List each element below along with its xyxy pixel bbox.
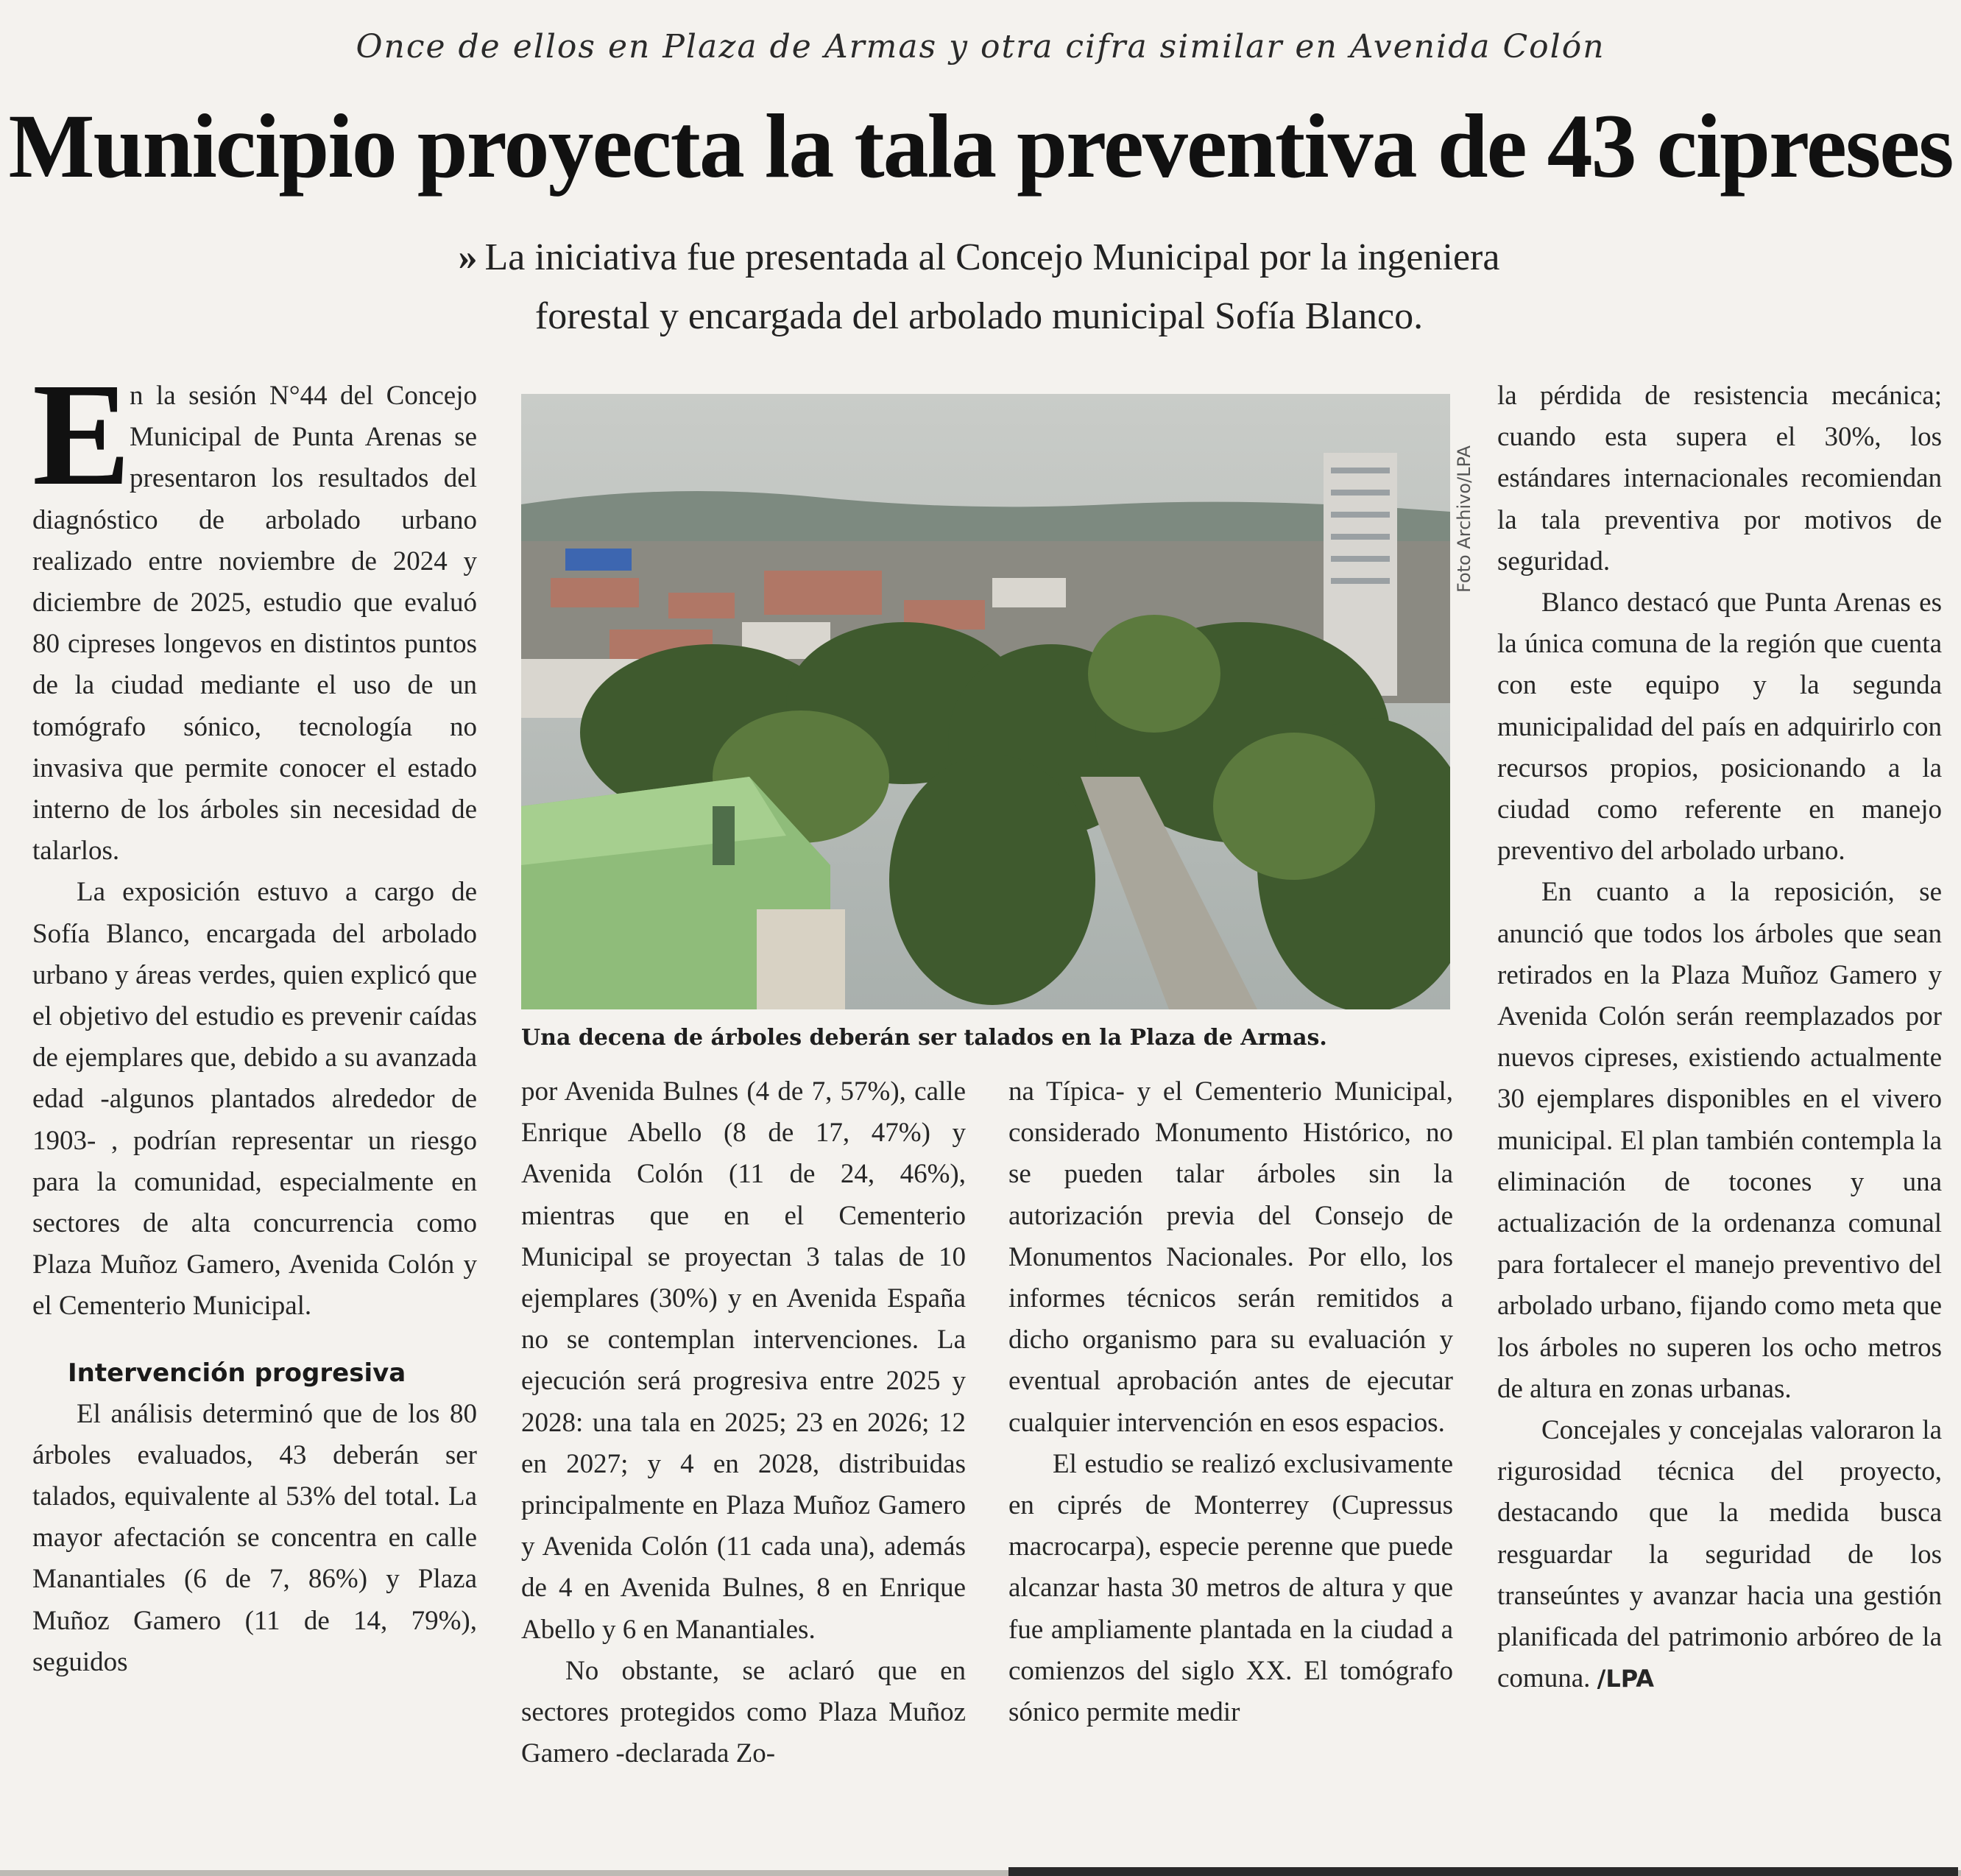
column-2	[521, 1071, 966, 1774]
paragraph: la pérdida de resistencia mecánica; cuando esta supera el 30%, los estándares internacionales recomiendan la tala preventiva por motivos de seguridad.	[1497, 381, 1942, 576]
paragraph-text: Concejales y concejalas valoraron la rigurosidad técnica del proyecto, destacando que la medida busca resguardar la seguridad de los transeúntes y avanzar hacia una gestión planificada del patrimonio arbóreo de la comuna.	[1497, 1415, 1942, 1694]
kicker: Once de ellos en Plaza de Armas y otra cifra similar en Avenida Colón	[356, 28, 1605, 66]
paragraph: En cuanto a la reposición, se anunció que todos los árboles que sean retirados en la Plaza Muñoz Gamero y Avenida Colón serán reemplazados por nuevos cipreses, existiendo actualmente 30 ejemplares disponibles en el vivero municipal. El plan también contempla la eliminación de tocones y una actualización de la ordenanza comunal para fortalecer el manejo preventivo del arbolado urbano, fijando como meta que los árboles no superen los ocho metros de altura en zonas urbanas.	[1497, 877, 1942, 1404]
deck-line-1: La iniciativa fue presentada al Concejo Municipal por la ingeniera	[484, 236, 1500, 278]
subheading: Intervención progresiva	[68, 1358, 406, 1388]
chevron-right-icon: »	[458, 236, 478, 278]
drop-cap: E	[32, 353, 131, 516]
paragraph-text: n la sesión N°44 del Concejo Municipal de Punta Arenas se presentaron los resultados del diagnóstico de arbolado urbano realizado entre noviembre de 2024 y diciembre de 2025, estudio que evaluó 80 cipreses longevos en distintos puntos de la ciudad mediante el uso de un tomógrafo sónico, tecnología no invasiva que permite conocer el estado interno de los árboles sin necesidad de talarlos.	[32, 381, 477, 867]
paragraph: Blanco destacó que Punta Arenas es la única comuna de la región que cuenta con este equipo y la segunda municipalidad del país en adquirirlo con recursos propios, posicionando a la ciudad como referente en manejo preventivo del arbolado urbano.	[1497, 588, 1942, 867]
paragraph: No obstante, se aclaró que en sectores protegidos como Plaza Muñoz Gamero -declarada Zo-	[521, 1655, 966, 1769]
article-photo	[521, 394, 1450, 1009]
signoff: /LPA	[1597, 1665, 1654, 1693]
deck	[346, 228, 1612, 346]
paragraph: na Típica- y el Cementerio Municipal, considerado Monumento Histórico, no se pueden talar árboles sin la autorización previa del Consejo de Monumentos Nacionales. Por ello, los informes técnicos serán remitidos a dicho organismo para su evaluación y eventual aprobación antes de ejecutar cualquier intervención en esos espacios.	[1008, 1076, 1453, 1438]
next-article-edge	[1008, 1867, 1958, 1876]
paragraph: La exposición estuvo a cargo de Sofía Blanco, encargada del arbolado urbano y áreas verdes, quien explicó que el objetivo del estudio es prevenir caídas de ejemplares que, debido a su avanzada edad -algunos plantados alrededor de 1903- , podrían representar un riesgo para la comunidad, especialmente en sectores de alta concurrencia como Plaza Muñoz Gamero, Avenida Colón y el Cementerio Municipal.	[32, 877, 477, 1322]
paragraph	[32, 353, 477, 872]
photo-caption: Una decena de árboles deberán ser talados en la Plaza de Armas.	[521, 1025, 1327, 1051]
column-1	[32, 353, 477, 1683]
paragraph: El estudio se realizó exclusivamente en ciprés de Monterrey (Cupressus macrocarpa), especie perenne que puede alcanzar hasta 30 metros de altura y que fue ampliamente plantada en la ciudad a comienzos del siglo XX. El tomógrafo sónico permite medir	[1008, 1448, 1453, 1728]
deck-line-2: forestal y encargada del arbolado municipal Sofía Blanco.	[534, 295, 1424, 337]
column-4	[1497, 375, 1942, 1700]
photo-credit: Foto Archivo/LPA	[1454, 445, 1474, 593]
paragraph: El análisis determinó que de los 80 árboles evaluados, 43 deberán ser talados, equivalente al 53% del total. La mayor afectación se concentra en calle Manantiales (6 de 7, 86%) y Plaza Muñoz Gamero (11 de 14, 79%), seguidos	[32, 1398, 477, 1677]
headline: Municipio proyecta la tala preventiva de 43 cipreses	[8, 96, 1953, 197]
paragraph	[1497, 1410, 1942, 1699]
column-3	[1008, 1071, 1453, 1733]
plaza-photo-illustration	[521, 394, 1450, 1009]
paragraph: por Avenida Bulnes (4 de 7, 57%), calle Enrique Abello (8 de 17, 47%) y Avenida Colón (11 de 24, 46%), mientras que en el Cementerio Municipal se proyectan 3 talas de 10 ejemplares (30%) y en Avenida España no se contemplan intervenciones. La ejecución será progresiva entre 2025 y 2028: una tala en 2025; 23 en 2026; 12 en 2027; y 4 en 2028, distribuidas principalmente en Plaza Muñoz Gamero y Avenida Colón (11 cada una), además de 4 en Avenida Bulnes, 8 en Enrique Abello y 6 en Manantiales.	[521, 1076, 966, 1645]
